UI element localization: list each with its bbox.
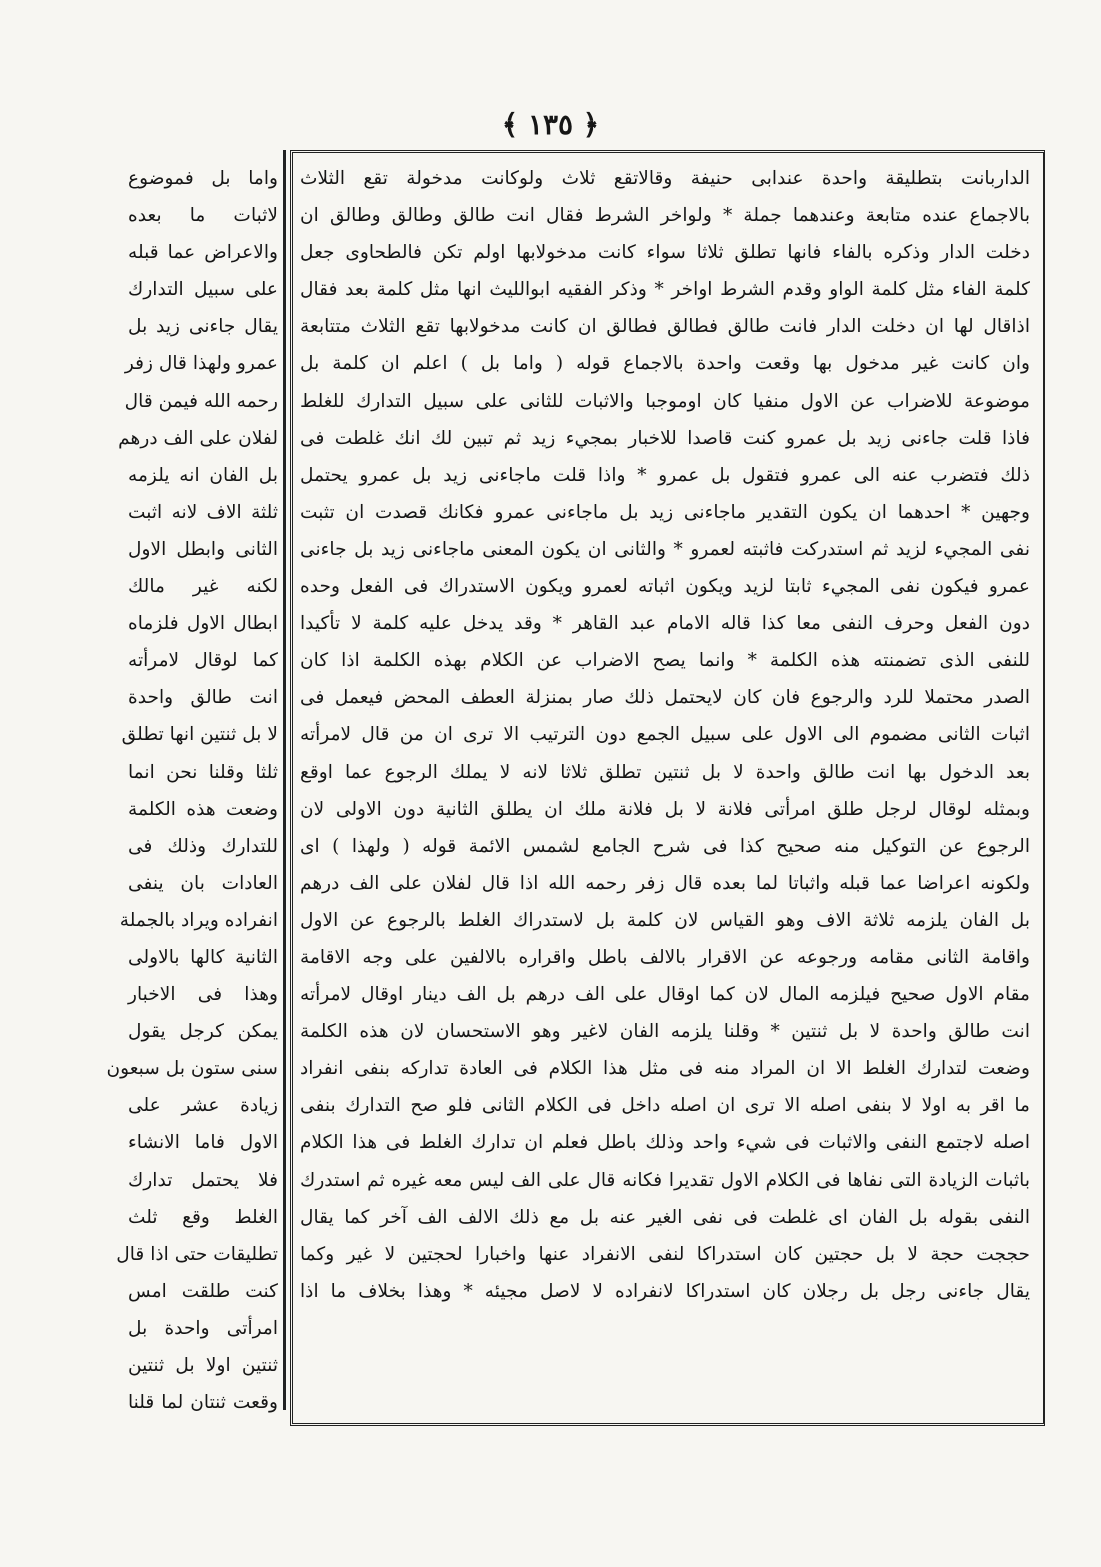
main-text-line: النفى بقوله بل الفان اى غلطت فى نفى الغير عنه بل مع ذلك الالف الف آخر كما يقال: [300, 1206, 1030, 1228]
margin-text-line: يقال جاءنى زيد بل: [128, 316, 278, 338]
margin-text-line: وضعت هذه الكلمة: [128, 798, 278, 820]
main-text-line: وجهين * احدهما ان يكون التقدير ماجاءنى زيد بل ماجاءنى عمرو فكانك قصدت ان تثبت: [300, 501, 1030, 523]
margin-text-line: ثلثا وقلنا نحن انما: [128, 761, 278, 783]
margin-text-line: امرأتى واحدة بل: [128, 1317, 278, 1339]
margin-text-line: الاول فاما الانشاء: [128, 1132, 278, 1154]
margin-text-line: على سبيل التدارك: [128, 279, 278, 301]
main-text-line: يقال جاءنى رجل بل رجلان كان استدراكا لانفراده لا لاصل مجيئه * وهذا بخلاف ما اذا: [300, 1280, 1030, 1302]
margin-text-line: انت طالق واحدة: [128, 687, 278, 709]
margin-text-line: فلا يحتمل تدارك: [128, 1169, 278, 1191]
margin-commentary-column: [106, 160, 278, 1414]
margin-text-line: يمكن كرجل يقول: [128, 1021, 278, 1043]
margin-text-line: سنى ستون بل سبعون: [106, 1058, 278, 1080]
margin-text-line: رحمه الله فيمن قال: [124, 390, 278, 412]
margin-text-line: واما بل فموضوع: [128, 168, 278, 189]
margin-text-line: لاثبات ما بعده: [128, 205, 278, 227]
margin-text-line: ثلثة الاف لانه اثبت: [128, 501, 278, 523]
margin-text-line: والاعراض عما قبله: [128, 242, 278, 264]
margin-text-line: تطليقات حتى اذا قال: [116, 1243, 278, 1265]
margin-text-line: لفلان على الف درهم: [118, 427, 278, 449]
margin-text-line: عمرو ولهذا قال زفر: [124, 353, 278, 375]
main-text-line: وان كانت غير مدخول بها وقعت واحدة بالاجماع قوله ( واما بل ) اعلم ان كلمة بل: [300, 353, 1030, 375]
main-text-line: دخلت الدار وذكره بالفاء فانها تطلق ثلاثا سواء كانت مدخولابها اولم تكن فالطحاوى جعل: [300, 242, 1030, 264]
main-text-line: انت طالق واحدة لا بل ثنتين * وقلنا يلزمه الفان لاغير وهو الاستحسان لان هذه الكلمة: [300, 1021, 1030, 1043]
main-text-line: باثبات الزيادة التى نفاها فى الكلام الاول تقديرا فكانه قال على الف ليس معه غيره ثم استدرك: [300, 1169, 1030, 1191]
main-text-line: اثبات الثانى مضموم الى الاول على سبيل الجمع دون الترتيب الا ترى ان من قال لامرأته: [300, 724, 1030, 746]
main-text-line: حججت حجة لا بل حجتين كان استدراكا لنفى الانفراد عنها واخبارا لحجتين لا غير وكما: [300, 1243, 1030, 1265]
main-text-line: وبمثله لوقال لرجل طلق امرأتى فلانة لا بل فلانة ملك ان يطلق الثانية دون الاولى لان: [300, 798, 1030, 820]
margin-text-line: الثانية كالها بالاولى: [128, 946, 278, 968]
main-text-line: الداربانت بتطليقة واحدة عندابى حنيفة وقالاتقع ثلاث ولوكانت مدخولة تقع الثلاث: [300, 168, 1030, 189]
main-text-line: عمرو فيكون نفى المجيء ثابتا لزيد ويكون اثباته لعمرو ويكون الاستدراك فى الفعل وحده: [300, 576, 1030, 598]
main-text-line: فاذا قلت جاءنى زيد بل عمرو كنت قاصدا للاخبار بمجيء زيد ثم تبين لك انك غلطت فى: [300, 427, 1030, 449]
main-text-line: موضوعة للاضراب عن الاول منفيا كان اوموجبا والاثبات للثانى على سبيل التدارك للغلط: [300, 390, 1030, 412]
margin-text-line: بل الفان انه يلزمه: [128, 464, 278, 486]
main-text-line: وضعت لتدارك الغلط الا ان المراد منه فى مثل هذا الكلام فى العادة تداركه بنفى انفراد: [300, 1058, 1030, 1080]
main-text-line: واقامة الثانى مقامه ورجوعه عن الاقرار بالالف باطل واقراره بالالفين على وجه الاقامة: [300, 946, 1030, 968]
margin-text-line: العادات بان ينفى: [128, 872, 278, 894]
main-text-line: بل الفان يلزمه ثلاثة الاف وهو القياس لان كلمة بل لاستدراك الغلط بالرجوع عن الاول: [300, 909, 1030, 931]
margin-text-line: للتدارك وذلك فى: [128, 835, 278, 857]
margin-text-line: وقعت ثنتان لما قلنا: [128, 1392, 278, 1414]
margin-text-line: كنت طلقت امس: [128, 1280, 278, 1302]
margin-text-line: الغلط وقع ثلث: [128, 1206, 278, 1228]
margin-text-line: ابطال الاول فلزماه: [128, 613, 278, 635]
margin-text-line: انفراده ويراد بالجملة: [119, 909, 278, 931]
margin-text-line: وهذا فى الاخبار: [128, 984, 278, 1006]
margin-text-line: الثانى وابطل الاول: [128, 538, 278, 560]
main-text-line: الرجوع عن التوكيل منه صحيح كذا فى شرح الجامع لشمس الائمة قوله ( ولهذا ) اى: [300, 835, 1030, 857]
main-text-line: بعد الدخول بها انت طالق واحدة لا بل ثنتين تطلق ثلاثا لانه لا يملك الرجوع عما اوقع: [300, 761, 1030, 783]
main-text-line: اصله لاجتمع النفى والاثبات فى شيء واحد وذلك باطل فعلم ان تدارك الغلط فى هذا الكلام: [300, 1132, 1030, 1154]
margin-text-line: لكنه غير مالك: [128, 576, 278, 598]
column-divider: [283, 150, 286, 1410]
margin-text-line: لا بل ثنتين انها تطلق: [121, 724, 278, 746]
main-text-column: [300, 160, 1030, 1410]
main-text-line: ذلك فتضرب عنه الى عمرو فتقول بل عمرو * واذا قلت ماجاءنى زيد بل عمرو يحتمل: [300, 464, 1030, 486]
page-number: ﴿ ١٣٥ ﴾: [501, 108, 600, 141]
main-text-line: نفى المجيء لزيد ثم استدركت فاثبته لعمرو * والثانى ان يكون المعنى ماجاءنى زيد بل جاءنى: [300, 538, 1030, 560]
main-text-line: ما اقر به اولا لا بنفى اصله الا ترى ان اصله داخل فى الكلام الثانى فلو صح التدارك بنفى: [300, 1095, 1030, 1117]
main-text-line: دون الفعل وحرف النفى معا كذا قاله الامام عبد القاهر * وقد يدخل عليه كلمة لا تأكيدا: [300, 613, 1030, 635]
margin-text-line: كما لوقال لامرأته: [128, 650, 278, 672]
main-text-line: كلمة الفاء مثل كلمة الواو وقدم الشرط اواخر * وذكر الفقيه ابوالليث انها مثل كلمة بعد فقال: [300, 279, 1030, 301]
margin-text-line: ثنتين اولا بل ثنتين: [128, 1355, 278, 1376]
margin-text-line: زيادة عشر على: [128, 1095, 278, 1117]
main-text-line: بالاجماع عنده متابعة وعندهما جملة * ولواخر الشرط فقال انت طالق وطالق وطالق ان: [300, 205, 1030, 227]
main-text-line: الصدر محتملا للرد والرجوع فان كان لايحتمل ذلك صار بمنزلة العطف المحض فيعمل فى: [300, 687, 1030, 709]
main-text-line: ولكونه اعراضا عما قبله واثباتا لما بعده قال زفر رحمه الله اذا قال لفلان على الف درهم: [300, 872, 1030, 894]
main-text-line: للنفى الذى تضمنته هذه الكلمة * وانما يصح الاضراب عن الكلام بهذه الكلمة اذا كان: [300, 650, 1030, 672]
main-text-line: اذاقال لها ان دخلت الدار فانت طالق فطالق فطالق ان كانت مدخولابها تقع الثلاث متتابعة: [300, 316, 1030, 338]
main-text-line: مقام الاول صحيح فيلزمه المال لان كما اوقال على الف درهم بل الف دينار اوقال لامرأته: [300, 984, 1030, 1006]
